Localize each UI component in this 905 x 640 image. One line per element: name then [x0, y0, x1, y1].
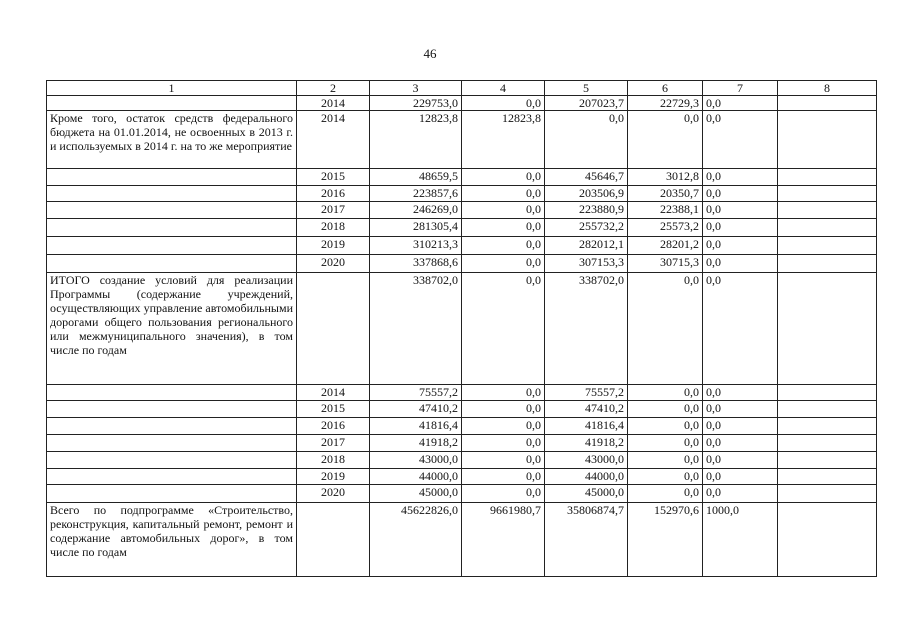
- row-other-sources: 1000,0: [703, 503, 778, 577]
- row-local-budget: 0,0: [628, 401, 703, 418]
- row-description: [47, 452, 297, 469]
- row-local-budget: 0,0: [628, 418, 703, 435]
- table-row: [47, 169, 877, 186]
- row-col-8: [778, 273, 877, 385]
- table-row: [47, 401, 877, 418]
- row-year: 2017: [297, 435, 370, 452]
- header-col-2: 2: [297, 81, 370, 96]
- row-other-sources: 0,0: [703, 385, 778, 401]
- row-description: [47, 485, 297, 503]
- row-other-sources: 0,0: [703, 418, 778, 435]
- table-row: [47, 255, 877, 273]
- row-regional-budget: 203506,9: [545, 186, 628, 202]
- row-regional-budget: 338702,0: [545, 273, 628, 385]
- row-federal-budget: 0,0: [462, 418, 545, 435]
- row-federal-budget: 0,0: [462, 385, 545, 401]
- table-row: [47, 111, 877, 169]
- table-row: [47, 202, 877, 219]
- row-col-8: [778, 219, 877, 237]
- row-regional-budget: 255732,2: [545, 219, 628, 237]
- header-col-6: 6: [628, 81, 703, 96]
- row-year: 2020: [297, 485, 370, 503]
- row-other-sources: 0,0: [703, 452, 778, 469]
- row-year: [297, 503, 370, 577]
- row-other-sources: 0,0: [703, 219, 778, 237]
- header-col-4: 4: [462, 81, 545, 96]
- row-federal-budget: 0,0: [462, 401, 545, 418]
- row-total: 47410,2: [370, 401, 462, 418]
- row-regional-budget: 45646,7: [545, 169, 628, 186]
- row-total: 41816,4: [370, 418, 462, 435]
- row-total: 45000,0: [370, 485, 462, 503]
- row-local-budget: 22388,1: [628, 202, 703, 219]
- row-description: Кроме того, остаток средств федерального бюджета на 01.01.2014, не освоенных в 2013 г. и используемых в 2014 г. на то же мероприятие: [47, 111, 297, 169]
- row-col-8: [778, 169, 877, 186]
- row-other-sources: 0,0: [703, 237, 778, 255]
- row-year: [297, 273, 370, 385]
- row-local-budget: 0,0: [628, 469, 703, 485]
- table-row: [47, 503, 877, 577]
- row-year: 2018: [297, 219, 370, 237]
- row-local-budget: 22729,3: [628, 96, 703, 111]
- row-regional-budget: 35806874,7: [545, 503, 628, 577]
- row-other-sources: 0,0: [703, 111, 778, 169]
- table-row: [47, 485, 877, 503]
- header-col-8: 8: [778, 81, 877, 96]
- row-regional-budget: 44000,0: [545, 469, 628, 485]
- row-description: [47, 169, 297, 186]
- row-regional-budget: 75557,2: [545, 385, 628, 401]
- row-local-budget: 3012,8: [628, 169, 703, 186]
- row-other-sources: 0,0: [703, 96, 778, 111]
- row-total: 223857,6: [370, 186, 462, 202]
- row-col-8: [778, 452, 877, 469]
- row-local-budget: 0,0: [628, 273, 703, 385]
- row-description: [47, 96, 297, 111]
- row-local-budget: 25573,2: [628, 219, 703, 237]
- row-year: 2016: [297, 186, 370, 202]
- row-local-budget: 0,0: [628, 111, 703, 169]
- row-other-sources: 0,0: [703, 485, 778, 503]
- row-regional-budget: 47410,2: [545, 401, 628, 418]
- table-row: [47, 237, 877, 255]
- row-federal-budget: 0,0: [462, 452, 545, 469]
- row-col-8: [778, 255, 877, 273]
- row-total: 281305,4: [370, 219, 462, 237]
- row-col-8: [778, 469, 877, 485]
- row-local-budget: 0,0: [628, 435, 703, 452]
- row-regional-budget: 207023,7: [545, 96, 628, 111]
- row-year: 2019: [297, 469, 370, 485]
- row-description: Всего по подпрограмме «Строительство, реконструкция, капитальный ремонт, ремонт и содержание автомобильных дорог», в том числе по годам: [47, 503, 297, 577]
- row-regional-budget: 43000,0: [545, 452, 628, 469]
- header-col-1: 1: [47, 81, 297, 96]
- table-row: [47, 435, 877, 452]
- row-year: 2015: [297, 401, 370, 418]
- row-federal-budget: 0,0: [462, 273, 545, 385]
- row-other-sources: 0,0: [703, 169, 778, 186]
- row-other-sources: 0,0: [703, 186, 778, 202]
- row-federal-budget: 12823,8: [462, 111, 545, 169]
- row-col-8: [778, 186, 877, 202]
- row-col-8: [778, 96, 877, 111]
- row-description: [47, 186, 297, 202]
- row-other-sources: 0,0: [703, 273, 778, 385]
- row-federal-budget: 0,0: [462, 186, 545, 202]
- table-header-row: [47, 81, 877, 96]
- row-total: 229753,0: [370, 96, 462, 111]
- row-federal-budget: 0,0: [462, 96, 545, 111]
- row-federal-budget: 0,0: [462, 485, 545, 503]
- row-col-8: [778, 202, 877, 219]
- row-federal-budget: 0,0: [462, 237, 545, 255]
- row-total: 43000,0: [370, 452, 462, 469]
- row-regional-budget: 282012,1: [545, 237, 628, 255]
- row-regional-budget: 0,0: [545, 111, 628, 169]
- row-year: 2019: [297, 237, 370, 255]
- row-total: 45622826,0: [370, 503, 462, 577]
- row-col-8: [778, 418, 877, 435]
- row-year: 2018: [297, 452, 370, 469]
- row-description: [47, 435, 297, 452]
- row-description: [47, 469, 297, 485]
- row-other-sources: 0,0: [703, 469, 778, 485]
- row-federal-budget: 0,0: [462, 169, 545, 186]
- page-number: 46: [423, 46, 437, 61]
- row-local-budget: 30715,3: [628, 255, 703, 273]
- row-total: 44000,0: [370, 469, 462, 485]
- row-federal-budget: 0,0: [462, 435, 545, 452]
- row-col-8: [778, 237, 877, 255]
- row-total: 246269,0: [370, 202, 462, 219]
- row-col-8: [778, 503, 877, 577]
- header-col-3: 3: [370, 81, 462, 96]
- table-row: [47, 469, 877, 485]
- table-row: [47, 186, 877, 202]
- table-row: [47, 452, 877, 469]
- row-local-budget: 0,0: [628, 385, 703, 401]
- row-year: 2014: [297, 111, 370, 169]
- row-col-8: [778, 485, 877, 503]
- row-total: 12823,8: [370, 111, 462, 169]
- row-total: 338702,0: [370, 273, 462, 385]
- row-col-8: [778, 111, 877, 169]
- row-total: 310213,3: [370, 237, 462, 255]
- row-local-budget: 20350,7: [628, 186, 703, 202]
- row-year: 2014: [297, 385, 370, 401]
- table-row: [47, 273, 877, 385]
- row-description: ИТОГО создание условий для реализации Программы (содержание учреждений, осуществляющих управление автомобильными дорогами общего пользования регионального или межмуниципального значения), в том числе по годам: [47, 273, 297, 385]
- table-row: [47, 219, 877, 237]
- row-other-sources: 0,0: [703, 202, 778, 219]
- row-other-sources: 0,0: [703, 435, 778, 452]
- row-local-budget: 0,0: [628, 485, 703, 503]
- row-other-sources: 0,0: [703, 255, 778, 273]
- row-total: 41918,2: [370, 435, 462, 452]
- row-regional-budget: 223880,9: [545, 202, 628, 219]
- row-year: 2014: [297, 96, 370, 111]
- row-col-8: [778, 401, 877, 418]
- header-col-7: 7: [703, 81, 778, 96]
- table-row: [47, 385, 877, 401]
- header-col-5: 5: [545, 81, 628, 96]
- row-federal-budget: 0,0: [462, 202, 545, 219]
- row-col-8: [778, 385, 877, 401]
- row-local-budget: 28201,2: [628, 237, 703, 255]
- row-regional-budget: 45000,0: [545, 485, 628, 503]
- row-description: [47, 418, 297, 435]
- row-year: 2020: [297, 255, 370, 273]
- row-regional-budget: 307153,3: [545, 255, 628, 273]
- row-year: 2016: [297, 418, 370, 435]
- row-regional-budget: 41918,2: [545, 435, 628, 452]
- budget-table: [46, 80, 877, 577]
- table-row: [47, 96, 877, 111]
- row-year: 2015: [297, 169, 370, 186]
- row-description: [47, 237, 297, 255]
- row-total: 337868,6: [370, 255, 462, 273]
- row-col-8: [778, 435, 877, 452]
- row-description: [47, 385, 297, 401]
- row-local-budget: 0,0: [628, 452, 703, 469]
- row-description: [47, 401, 297, 418]
- row-description: [47, 255, 297, 273]
- row-federal-budget: 0,0: [462, 469, 545, 485]
- row-federal-budget: 9661980,7: [462, 503, 545, 577]
- row-description: [47, 219, 297, 237]
- table-row: [47, 418, 877, 435]
- row-local-budget: 152970,6: [628, 503, 703, 577]
- row-total: 48659,5: [370, 169, 462, 186]
- row-other-sources: 0,0: [703, 401, 778, 418]
- row-regional-budget: 41816,4: [545, 418, 628, 435]
- row-federal-budget: 0,0: [462, 255, 545, 273]
- row-federal-budget: 0,0: [462, 219, 545, 237]
- row-year: 2017: [297, 202, 370, 219]
- row-total: 75557,2: [370, 385, 462, 401]
- row-description: [47, 202, 297, 219]
